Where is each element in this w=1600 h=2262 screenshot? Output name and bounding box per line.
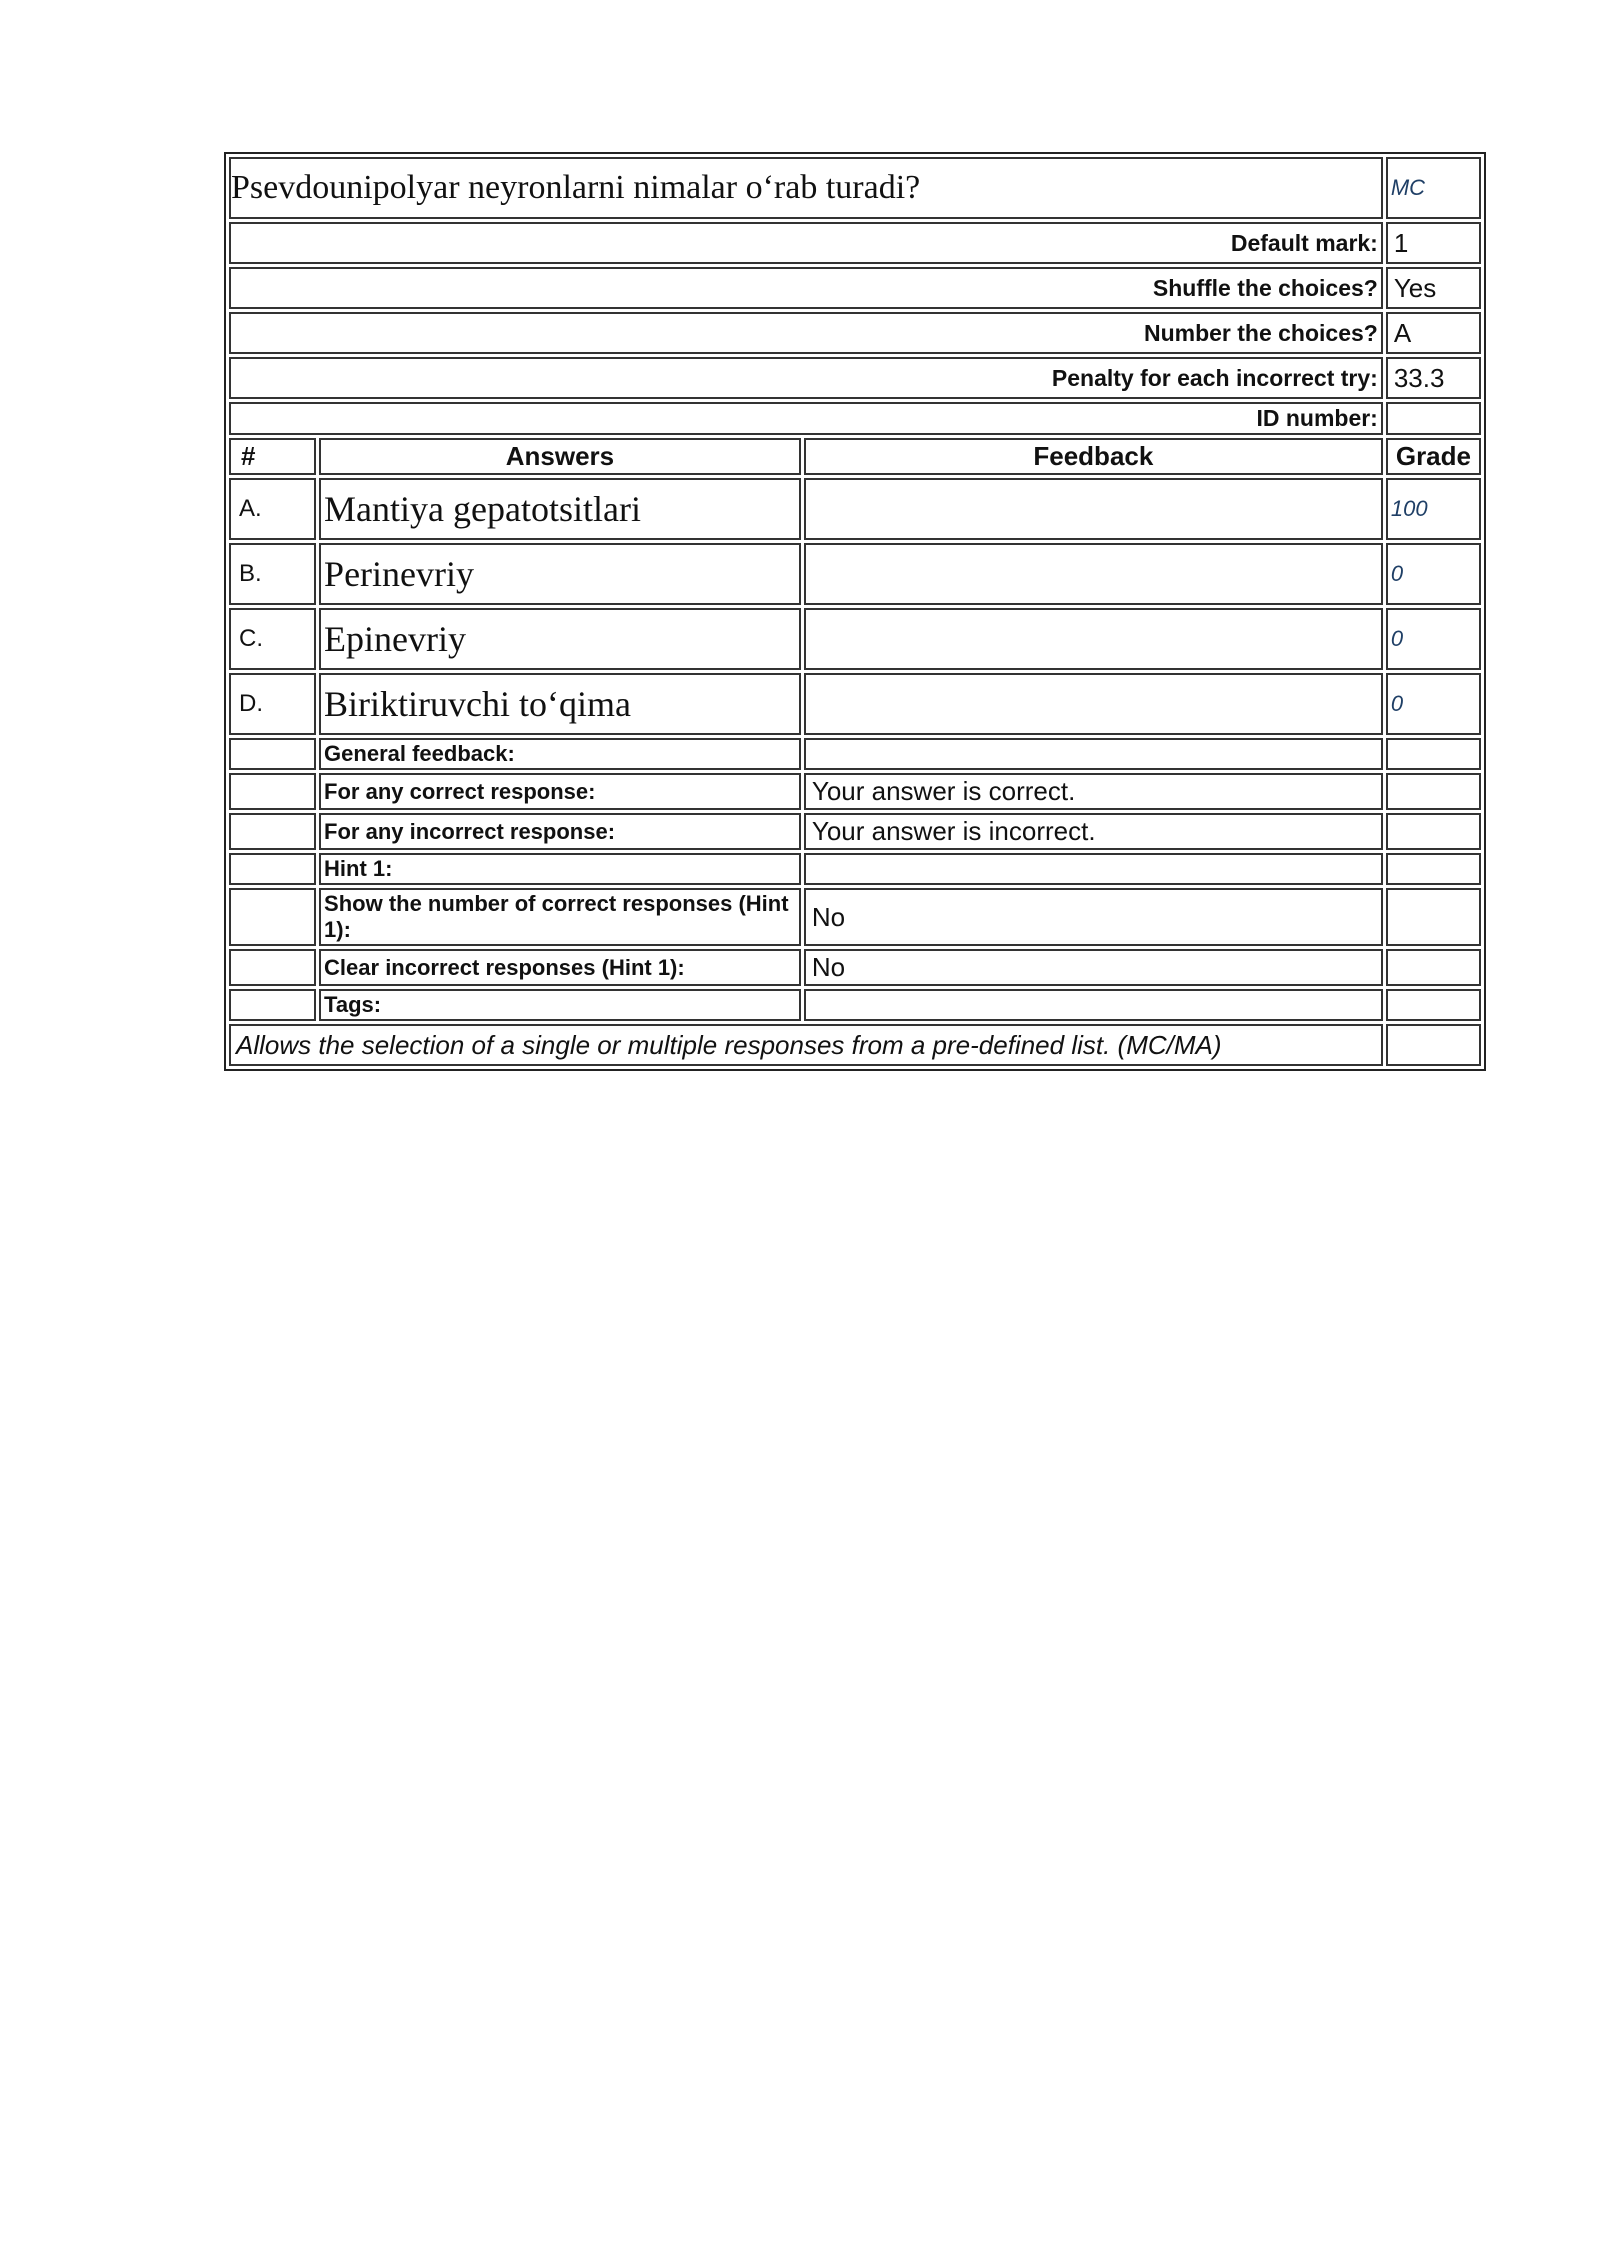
meta-value: Yes	[1386, 267, 1481, 309]
answer-row	[229, 608, 1481, 670]
empty-cell	[1386, 949, 1481, 986]
answer-letter: D.	[229, 673, 316, 735]
answer-letter: B.	[229, 543, 316, 605]
header-feedback: Feedback	[804, 438, 1383, 475]
footer-row	[229, 1024, 1481, 1066]
empty-cell	[229, 853, 316, 885]
feedback-row-correct	[229, 773, 1481, 810]
feedback-value: Your answer is incorrect.	[804, 813, 1383, 850]
answer-feedback	[804, 543, 1383, 605]
feedback-value: No	[804, 888, 1383, 946]
answer-text: Epinevriy	[319, 608, 801, 670]
meta-row-id-number	[229, 402, 1481, 435]
answer-text: Perinevriy	[319, 543, 801, 605]
answer-feedback	[804, 608, 1383, 670]
answer-grade: 100	[1386, 478, 1481, 540]
empty-cell	[229, 738, 316, 770]
header-grade: Grade	[1386, 438, 1481, 475]
meta-value: 1	[1386, 222, 1481, 264]
empty-cell	[1386, 1024, 1481, 1066]
question-row	[229, 157, 1481, 219]
answer-row	[229, 673, 1481, 735]
answer-text: Mantiya gepatotsitlari	[319, 478, 801, 540]
empty-cell	[229, 773, 316, 810]
feedback-value	[804, 738, 1383, 770]
meta-value: A	[1386, 312, 1481, 354]
answer-row	[229, 478, 1481, 540]
meta-label: Penalty for each incorrect try:	[229, 357, 1383, 399]
answer-letter: A.	[229, 478, 316, 540]
empty-cell	[1386, 989, 1481, 1021]
feedback-row-clear-incorrect	[229, 949, 1481, 986]
feedback-label: General feedback:	[319, 738, 801, 770]
answer-text: Biriktiruvchi to‘qima	[319, 673, 801, 735]
answer-feedback	[804, 478, 1383, 540]
feedback-label: For any incorrect response:	[319, 813, 801, 850]
feedback-value: Your answer is correct.	[804, 773, 1383, 810]
feedback-value	[804, 989, 1383, 1021]
feedback-row-show-number	[229, 888, 1481, 946]
feedback-label: For any correct response:	[319, 773, 801, 810]
meta-label: Shuffle the choices?	[229, 267, 1383, 309]
answers-header-row	[229, 438, 1481, 475]
question-table	[224, 152, 1486, 1071]
question-type-description: Allows the selection of a single or multiple responses from a pre-defined list. (MC/MA)	[229, 1024, 1383, 1066]
empty-cell	[1386, 773, 1481, 810]
meta-value: 33.3	[1386, 357, 1481, 399]
empty-cell	[229, 888, 316, 946]
header-answers: Answers	[319, 438, 801, 475]
feedback-label: Clear incorrect responses (Hint 1):	[319, 949, 801, 986]
answer-grade: 0	[1386, 673, 1481, 735]
feedback-label: Show the number of correct responses (Hint 1):	[319, 888, 801, 946]
answer-grade: 0	[1386, 608, 1481, 670]
feedback-row-hint	[229, 853, 1481, 885]
meta-label: Default mark:	[229, 222, 1383, 264]
feedback-label: Hint 1:	[319, 853, 801, 885]
meta-row-numbering	[229, 312, 1481, 354]
question-text: Psevdounipolyar neyronlarni nimalar o‘rab turadi?	[229, 157, 1383, 219]
answer-grade: 0	[1386, 543, 1481, 605]
answer-feedback	[804, 673, 1383, 735]
feedback-label: Tags:	[319, 989, 801, 1021]
empty-cell	[229, 989, 316, 1021]
meta-row-penalty	[229, 357, 1481, 399]
answer-row	[229, 543, 1481, 605]
meta-row-shuffle	[229, 267, 1481, 309]
answer-letter: C.	[229, 608, 316, 670]
empty-cell	[229, 949, 316, 986]
meta-label: ID number:	[229, 402, 1383, 435]
meta-row-default-mark	[229, 222, 1481, 264]
feedback-value: No	[804, 949, 1383, 986]
feedback-row-tags	[229, 989, 1481, 1021]
feedback-row-general	[229, 738, 1481, 770]
meta-value	[1386, 402, 1481, 435]
feedback-value	[804, 853, 1383, 885]
empty-cell	[1386, 813, 1481, 850]
empty-cell	[1386, 888, 1481, 946]
empty-cell	[1386, 853, 1481, 885]
empty-cell	[1386, 738, 1481, 770]
header-hash: #	[229, 438, 316, 475]
meta-label: Number the choices?	[229, 312, 1383, 354]
empty-cell	[229, 813, 316, 850]
feedback-row-incorrect	[229, 813, 1481, 850]
question-type: MC	[1386, 157, 1481, 219]
